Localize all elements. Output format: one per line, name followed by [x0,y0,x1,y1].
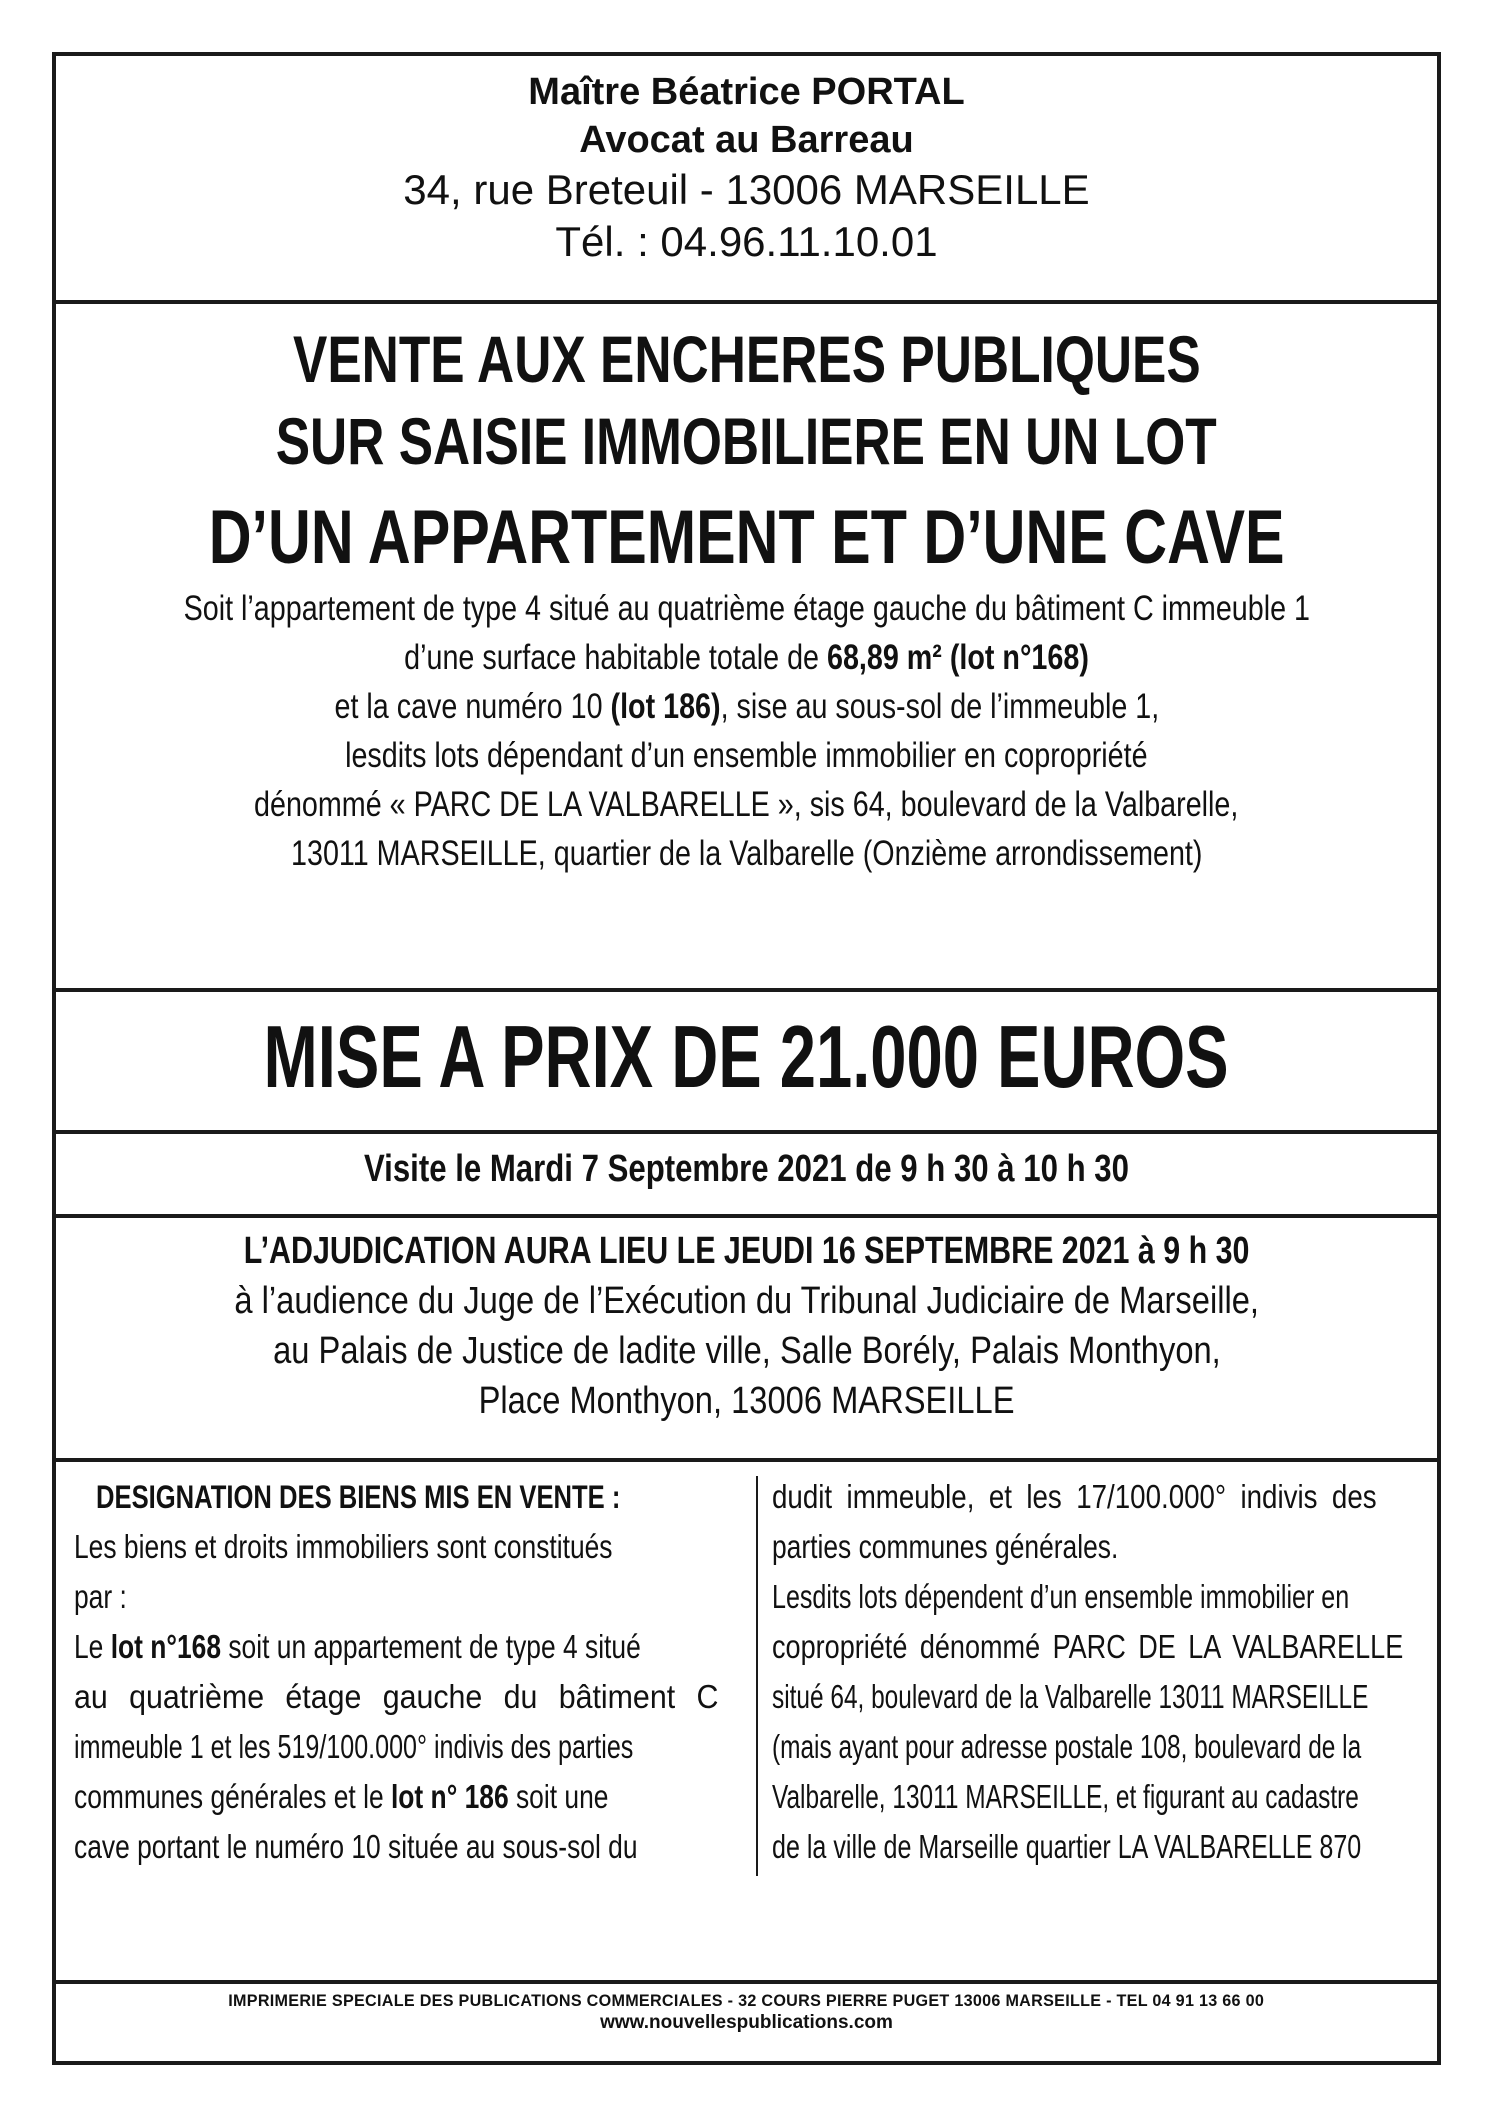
sale-description-line3: et la cave numéro 10 (lot 186), sise au sous-sol de l’immeuble 1, [334,687,1159,726]
adjudication-title: L’ADJUDICATION AURA LIEU LE JEUDI 16 SEPTEMBRE 2021 à 9 h 30 [243,1230,1250,1272]
divider [56,1214,1437,1218]
divider [56,300,1437,304]
designation-right-line: dudit immeuble, et les 17/100.000° indivis des [772,1478,1377,1515]
lawyer-header [56,68,1437,268]
lot-186: lot n° 186 [390,1778,509,1815]
designation-right-line: de la ville de Marseille quartier LA VALBARELLE 870 [772,1828,1362,1865]
printer-info: IMPRIMERIE SPECIALE DES PUBLICATIONS COMMERCIALES - 32 COURS PIERRE PUGET 13006 MARSEILLE - TEL 04 91 13 66 00 [228,1991,1265,2010]
sale-title-line1: VENTE AUX ENCHERES PUBLIQUES [292,322,1201,396]
sale-section [56,318,1437,878]
sale-subject: D’UN APPARTEMENT ET D’UNE CAVE [208,495,1285,580]
designation-right-line: Valbarelle, 13011 MARSEILLE, et figurant au cadastre [772,1778,1359,1815]
price-section [56,1002,1437,1112]
designation-left-line: Les biens et droits immobiliers sont constitués [74,1528,613,1565]
sale-title-line2: SUR SAISIE IMMOBILIERE EN UN LOT [276,404,1217,478]
sale-description-line4: lesdits lots dépendant d’un ensemble immobilier en copropriété [345,736,1148,775]
surface-and-lot: 68,89 m² (lot n°168) [826,638,1089,677]
designation-left-line: par : [74,1578,127,1615]
adjudication-line3: Place Monthyon, 13006 MARSEILLE [478,1380,1015,1422]
sale-description-line1: Soit l’appartement de type 4 situé au quatrième étage gauche du bâtiment C immeuble 1 [183,589,1310,628]
designation-right-line: situé 64, boulevard de la Valbarelle 13011 MARSEILLE [772,1678,1369,1715]
designation-right-line: Lesdits lots dépendent d’un ensemble immobilier en [772,1578,1350,1615]
cave-lot: (lot 186) [610,687,721,726]
visit-section [56,1144,1437,1194]
designation-left-line: immeuble 1 et les 519/100.000° indivis des parties [74,1728,634,1765]
designation-left-line: communes générales et le lot n° 186 soit une [74,1778,609,1815]
visit-date: Visite le Mardi 7 Septembre 2021 de 9 h 30 à 10 h 30 [364,1148,1129,1190]
designation-right-line: (mais ayant pour adresse postale 108, boulevard de la [772,1728,1362,1765]
adjudication-section [56,1226,1437,1426]
designation-right-line: parties communes générales. [772,1528,1119,1565]
adjudication-line2: au Palais de Justice de ladite ville, Salle Borély, Palais Monthyon, [272,1330,1221,1372]
designation-heading: DESIGNATION DES BIENS MIS EN VENTE : [96,1479,621,1515]
sale-description-line2: d’une surface habitable totale de 68,89 m² (lot n°168) [404,638,1089,677]
designation-left-line: au quatrième étage gauche du bâtiment C [74,1678,719,1715]
divider [56,1980,1437,1984]
starting-price: MISE A PRIX DE 21.000 EUROS [263,1007,1230,1106]
printer-website: www.nouvellespublications.com [600,2012,893,2033]
designation-left-column [74,1472,750,1872]
legal-notice-frame [52,52,1441,2065]
lawyer-name: Maître Béatrice PORTAL [528,71,965,113]
designation-right-column [772,1472,1432,1872]
printer-footer [56,1990,1437,2034]
column-separator [756,1476,758,1876]
designation-right-line: copropriété dénommé PARC DE LA VALBARELLE [772,1628,1404,1665]
divider [56,1130,1437,1134]
designation-left-line: cave portant le numéro 10 située au sous-sol du [74,1828,638,1865]
sale-description-line6: 13011 MARSEILLE, quartier de la Valbarelle (Onzième arrondissement) [290,834,1203,873]
sale-description-line5: dénommé « PARC DE LA VALBARELLE », sis 64, boulevard de la Valbarelle, [254,785,1239,824]
lawyer-phone: Tél. : 04.96.11.10.01 [555,218,938,265]
lawyer-address: 34, rue Breteuil - 13006 MARSEILLE [403,166,1090,213]
designation-left-line: Le lot n°168 soit un appartement de type 4 situé [74,1628,641,1665]
adjudication-line1: à l’audience du Juge de l’Exécution du Tribunal Judiciaire de Marseille, [234,1280,1259,1322]
lot-168: lot n°168 [110,1628,222,1665]
divider [56,1458,1437,1462]
lawyer-title: Avocat au Barreau [579,119,914,161]
divider [56,988,1437,992]
